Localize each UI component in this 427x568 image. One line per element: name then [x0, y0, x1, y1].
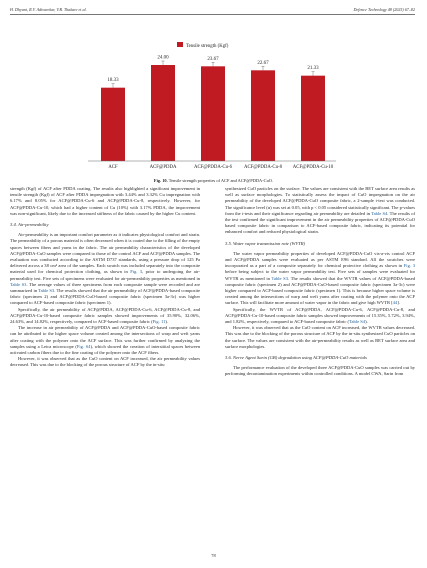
paragraph: [225, 307, 415, 326]
bar-acf-pdda-cu-6: [201, 66, 225, 161]
value-label: 23.67: [207, 56, 219, 62]
text-run: . The results showed that the air permeability of ACF@PDDA-based composite fabric (specimen 2) and ACF@PDDA-CuO-based composite fabric (specimen 3a-3c) was higher compared to ACF-based composite fabric (specimen 1).: [10, 288, 200, 306]
category-label: ACF@PDDA-Cu-8: [243, 165, 283, 170]
error-bar: [312, 72, 315, 76]
section-heading-air-permeability: 3.4. Air-permeability: [10, 222, 49, 228]
table-link[interactable]: Table S3: [271, 275, 288, 281]
bar-acf-pdda: [151, 65, 175, 161]
value-label: 21.33: [307, 66, 319, 72]
chart-legend: [177, 42, 229, 49]
running-header-journal: Defence Technology 48 (2025) 67–82: [353, 7, 415, 12]
value-label: 18.33: [107, 78, 119, 84]
chart-category-labels: [108, 165, 333, 170]
text-run: . The average values of three specimens from each composite sample were recorded and are summarized in: [10, 281, 200, 294]
figure-link[interactable]: Fig. 11: [152, 319, 166, 325]
page-number: 78: [211, 553, 216, 558]
figure-caption: [0, 178, 427, 183]
table-link[interactable]: Table S3: [10, 281, 27, 287]
text-run: , prior to undergoing the air-permeability test. Five sets of specimens were evaluated for air-permeability properties as mentioned in: [10, 269, 200, 281]
table-link[interactable]: Table S4: [371, 210, 388, 216]
paragraph: strength (Kgf) of ACF after PDDA coating. The results also highlighted a significant improvement in tensile strength (Kgf) of ACF after PDDA impregnation with 3.44% and 3.32% Cu impregnation with 6.17% and 8.05% for ACF@PDDA-Cu-6 and ACF@PDDA-Cu-8, respectively. However, for ACF@PDDA-Cu-10, which had a higher content of Cu (10%) with 3.17% PDDA, the improvement was non-significant, likely due to the increased stiffness of the fabric caused by the higher Cu content.: [10, 186, 200, 216]
table-link[interactable]: Table S4: [349, 319, 366, 325]
right-column: [225, 186, 415, 378]
tensile-strength-bar-chart: [0, 15, 427, 177]
section-heading-sarin-degradation: 3.6. Nerve Agent Sarin (GB) degradation using ACF@PDDA-CuO materials: [225, 355, 367, 361]
text-run: synthesized CuO particles on the surface. The values are consistent with the BET surface area results as well as surface morphologies. To statistically assess the impact of CuO impregnation on the air permeability of the developed ACF@PDDA-CuO composite fabric, a 2-sample t-test was conducted. The significance level (α) was set at 0.05, with p < 0.05 considered statistically significant. The p-values from the t-tests and their significance regarding air permeability are detailed in: [225, 186, 415, 216]
error-bar: [262, 66, 265, 70]
text-run: The water vapor permeability properties of developed ACF@PDDA-CuO vis-a-vis control ACF and ACF@PDDA samples were evaluated as per ASTM E96 standard. All the swatches were incorporated as a part of a composite separately for chemical protective clothing as shown in: [225, 250, 415, 269]
left-column: [10, 186, 200, 369]
bar-acf-pdda-cu-8: [251, 70, 275, 161]
text-run: ].: [397, 300, 400, 306]
category-label: ACF@PDDA: [149, 165, 177, 170]
chart-bars: [101, 61, 325, 161]
paragraph: [10, 232, 200, 306]
error-bar: [112, 84, 115, 88]
figure-link[interactable]: Fig. 3: [403, 263, 415, 269]
error-bar: [212, 62, 215, 66]
text-run: The increase in air permeability of ACF@PDDA and ACF@PDDA-CuO-based composite fabric can be attributed to the higher space volume created among the intersections of warp and weft yarns after coating with the polymer onto the ACF surface. This was further confirmed by analyzing the samples using a Leica microscope (: [10, 325, 200, 349]
paragraph: [225, 186, 415, 236]
text-run: ), which showed the creation of interstitial spaces between activated carbon fibers due to the fine coating of the polymer onto the ACF fibers.: [10, 343, 200, 356]
paragraph: The performance evaluation of the developed three ACF@PDDA-CuO samples was carried out by performing decontamination experiments within controlled conditions. A model CWA, Sarin from: [225, 365, 415, 377]
category-label: ACF@PDDA-Cu-6: [193, 165, 233, 170]
text-run: ).: [365, 319, 368, 325]
legend-label: Tensile strength (Kgf): [186, 43, 229, 49]
table-link[interactable]: Table S3: [38, 288, 55, 294]
caption-text: Tensile strength properties of ACF and ACF@PDDA-CuO.: [168, 178, 274, 183]
paragraph: [10, 307, 200, 326]
caption-label: Fig. 10.: [153, 178, 168, 183]
text-run: Specifically, the air permeability of ACF@PDDA, ACF@PDDA-Cu-6, ACF@PDDA-Cu-8, and ACF@PDDA-Cu-10-based composite fabric samples showed improvements of 35.90%, 32.06%, 24.63%, and 14.82%, respectively, compared to ACF-based composite fabric (: [10, 306, 200, 325]
section-heading-wvtr: 3.5. Water vapor transmission rate (WVTR): [225, 240, 306, 246]
bar-acf: [101, 88, 125, 161]
figure-link[interactable]: Fig. S4: [76, 343, 91, 349]
figure-link[interactable]: Fig. 3: [130, 269, 143, 275]
text-run: Air-permeability is an important comfort parameter as it indicates physiological comfort and strain. The permeability of a porous material is often decreased when it is coated due to the filling of the empty spaces between fibers and yarns in the fabric. The air permeability characteristics of the developed ACF@PDDA-CuO samples were compared to those of the control ACF and ACF@PDDA samples. The evaluation was conducted according to the ASTM D737 standards, using a pressure drop of 125 Pa delivered across a 38 cm² area of the samples. Each swatch was included separately into the composite material used for chemical protection clothing, as shown in: [10, 232, 200, 275]
error-bar: [162, 61, 165, 65]
reference-link[interactable]: 44: [392, 300, 398, 306]
legend-swatch: [177, 42, 183, 47]
running-header-authors: H. Dhyani, R.V. Adivarekar, V.B. Thakare et al.: [10, 7, 87, 12]
text-run: ).: [165, 319, 169, 325]
text-run: before being subject to the water vapor permeability test. Five sets of samples were evaluated for WVTR as mentioned in: [225, 269, 415, 281]
category-label: ACF: [108, 165, 118, 170]
paragraph: However, it was observed that as the CuO content on ACF increased, the WVTR values decreased. This was due to the blocking of the porous structure of ACF by the in-situ synthesized CuO particles on the surface. The values are consistent with the air-permeability results as well as BET surface area and surface morphologies.: [225, 325, 415, 349]
category-label: ACF@PDDA-Cu-10: [292, 165, 334, 170]
text-run: . The results of the test confirmed the significant improvement in the air permeability properties of ACF@PDDA-CuO based composite fabric in comparison to ACF-based composite fabric, indicating its potential for enhanced comfort and reduced physiological strain.: [225, 210, 415, 235]
bar-acf-pdda-cu-10: [301, 76, 325, 161]
text-run: . The results showed that the WVTR values of ACF@PDDA-based composite fabric (specimen 2) and ACF@PDDA-CuO-based composite fabric (specimen 3a-3c) were higher compared to ACF-based composite fabric (specimen 1). This is because higher space volume is created among the intersections of warp and weft yarns after coating with the polymer onto the ACF surface. This will facilitate more amount of water vapor in the fabric and give high WVTR [: [225, 275, 415, 306]
value-label: 24.00: [157, 55, 169, 61]
paragraph: [225, 251, 415, 307]
paragraph: However, it was observed that as the CuO content on ACF increased, the air permeability values decreased. This was due to the blocking of the porous structure of ACF by the in-situ: [10, 356, 200, 368]
value-label: 22.67: [257, 60, 269, 66]
paragraph: [10, 325, 200, 356]
text-run: Specifically, the WVTR of ACF@PDDA, ACF@PDDA-Cu-6, ACF@PDDA-Cu-8, and ACF@PDDA-Cu-10-based composite fabric samples showed improvements of 15.35%, 5.72%, 3.94%, and 1.82%, respectively, compared to ACF-based composite fabric (: [225, 306, 415, 325]
